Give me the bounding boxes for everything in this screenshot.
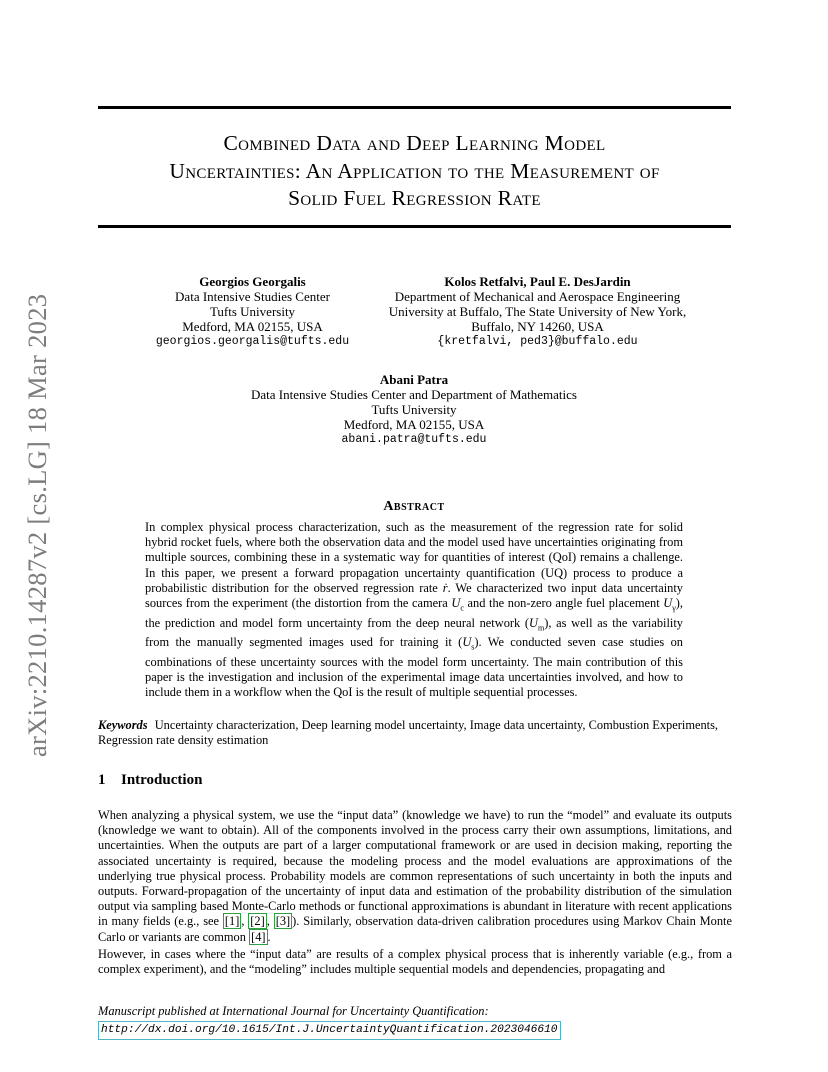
author-block (214, 372, 614, 447)
math-subscript: s (471, 642, 475, 652)
abstract-segment: ), as well as the variability from the manually segmented images used for training it ( (145, 615, 683, 650)
math-symbol: U (529, 615, 538, 630)
abstract-segment: In complex physical process characterization, such as the measurement of the regression rate for solid hybrid rocket fuels, where both the observation data and the model used have uncertainties originating from multiple sources, combining these in a systematic way for quantities of interest (QoI) remains a challenge. In this paper, we present a forward propagation uncertainty quantification (UQ) process to produce a probabilistic distribution for the observed regression rate (145, 520, 683, 595)
citation-link[interactable]: [2] (250, 914, 265, 929)
keywords-label: Keywords (98, 718, 148, 732)
title-line: Solid Fuel Regression Rate (288, 186, 541, 210)
author-affiliation: Buffalo, NY 14260, USA (471, 319, 604, 334)
footnote (98, 1003, 561, 1040)
title-line: Combined Data and Deep Learning Model (223, 131, 606, 155)
doi-link[interactable]: http://dx.doi.org/10.1615/Int.J.UncertaintyQuantification.2023046610 (98, 1021, 561, 1040)
section-heading (98, 772, 202, 789)
abstract-segment: . We characterized two input data uncertainty sources from the experiment (the distortion from the camera (145, 580, 683, 611)
citation-link[interactable]: [4] (251, 929, 266, 944)
author-affiliation: Tufts University (371, 402, 457, 417)
keywords (98, 718, 732, 748)
math-symbol: U (462, 635, 472, 650)
publication-note: Manuscript published at International Journal for Uncertainty Quantification: (98, 1004, 489, 1018)
keywords-text: Uncertainty characterization, Deep learning model uncertainty, Image data uncertainty, Combustion Experiments, Regression rate density estimation (98, 718, 719, 748)
math-symbol: ṙ (442, 580, 448, 595)
top-rule (98, 106, 731, 109)
math-subscript: c (460, 603, 464, 613)
abstract-text (145, 520, 683, 701)
author-affiliation: Medford, MA 02155, USA (182, 319, 323, 334)
author-name: Georgios Georgalis (199, 274, 306, 289)
author-email[interactable]: georgios.georgalis@tufts.edu (155, 335, 350, 348)
author-affiliation: Data Intensive Studies Center (175, 289, 330, 304)
abstract-segment: ), the prediction and model form uncertainty from the deep neural network ( (145, 596, 683, 630)
math-symbol: U (663, 596, 673, 611)
title-line: Uncertainties: An Application to the Measurement of (169, 158, 660, 183)
author-affiliation: Data Intensive Studies Center and Department of Mathematics (251, 387, 577, 402)
author-block (370, 274, 705, 349)
author-block (120, 274, 385, 349)
intro-paragraph: However, in cases where the “input data” are results of a complex physical process that is inherently variable (e.g., from a complex experiment), and the “modeling” includes multiple sequential models and dependencies, propagating and (98, 947, 732, 977)
author-affiliation: Department of Mechanical and Aerospace Engineering (394, 289, 681, 304)
author-email[interactable]: {kretfalvi, ped3}@buffalo.edu (437, 335, 638, 348)
bottom-rule (98, 225, 731, 228)
math-subscript: m (538, 623, 545, 633)
intro-paragraph: When analyzing a physical system, we use the “input data” (knowledge we have) to run the “model” and evaluate its outputs (knowledge we want to obtain). All of the components involved in the process carry their own assumptions, limitations, and uncertainties. When the outputs are part of a larger computational framework or are used in decision making, reporting the associated uncertainty is required, because the modeling process and the model evaluations are approximations of the underlying true physical process. Probability models are common representations of such uncertainty in both the inputs and outputs. Forward-propagation of the uncertainty of input data and estimation of the probability distribution of the simulation output via sampling based Monte-Carlo methods or functional approximations is abundant in literature with recent applications in many fields (e.g., see [1] , [2] , [3] ). Similarly, observation data-driven calibration procedures using Markov Chain Monte Carlo or variants are common [4] . (98, 808, 732, 944)
citation-link[interactable]: [1] (224, 914, 240, 929)
math-subscript: γ (672, 603, 676, 613)
section-number: 1 (98, 772, 106, 788)
author-email[interactable]: abani.patra@tufts.edu (341, 433, 487, 446)
citation-link[interactable]: [3] (275, 914, 291, 929)
section-title: Introduction (121, 772, 203, 788)
abstract-segment: and the non-zero angle fuel placement (463, 596, 664, 611)
paper-title (98, 130, 731, 213)
arxiv-identifier: arXiv:2210.14287v2 [cs.LG] 18 Mar 2023 (22, 293, 52, 757)
abstract-heading: Abstract (383, 499, 445, 514)
abstract-segment: ). We conducted seven case studies on combinations of these uncertainty sources with the model form uncertainty. The main contribution of this paper is the investigation and inclusion of the experimental image data uncertainties involved, and how to include them in a workflow when the QoI is the result of multiple sequential processes. (145, 635, 683, 700)
author-affiliation: University at Buffalo, The State University of New York, (388, 304, 687, 319)
paragraph-text: When analyzing a physical system, we use the “input data” (knowledge we have) to run the “model” and evaluate its outputs (knowledge we want to obtain). All of the components involved in the process carry their own assumptions, limitations, and uncertainties. When the outputs are part of a larger computational framework or are used in decision making, reporting the associated uncertainty is required, because the modeling process and the model evaluations are approximations of the underlying true physical process. Probability models are common representations of such uncertainty in both the inputs and outputs. Forward-propagation of the uncertainty of input data and estimation of the probability distribution of the simulation output via sampling based Monte-Carlo methods or functional approximations is abundant in literature with recent applications in many fields (e.g., see (98, 808, 732, 929)
author-name: Kolos Retfalvi, Paul E. DesJardin (444, 274, 631, 289)
paragraph-text: . (267, 929, 271, 944)
author-name: Abani Patra (379, 372, 449, 387)
author-affiliation: Medford, MA 02155, USA (343, 417, 485, 432)
math-symbol: U (451, 596, 461, 611)
paragraph-text: ). Similarly, observation data-driven calibration procedures using Markov Chain Monte Carlo or variants are common (98, 914, 732, 944)
author-affiliation: Tufts University (209, 304, 296, 319)
